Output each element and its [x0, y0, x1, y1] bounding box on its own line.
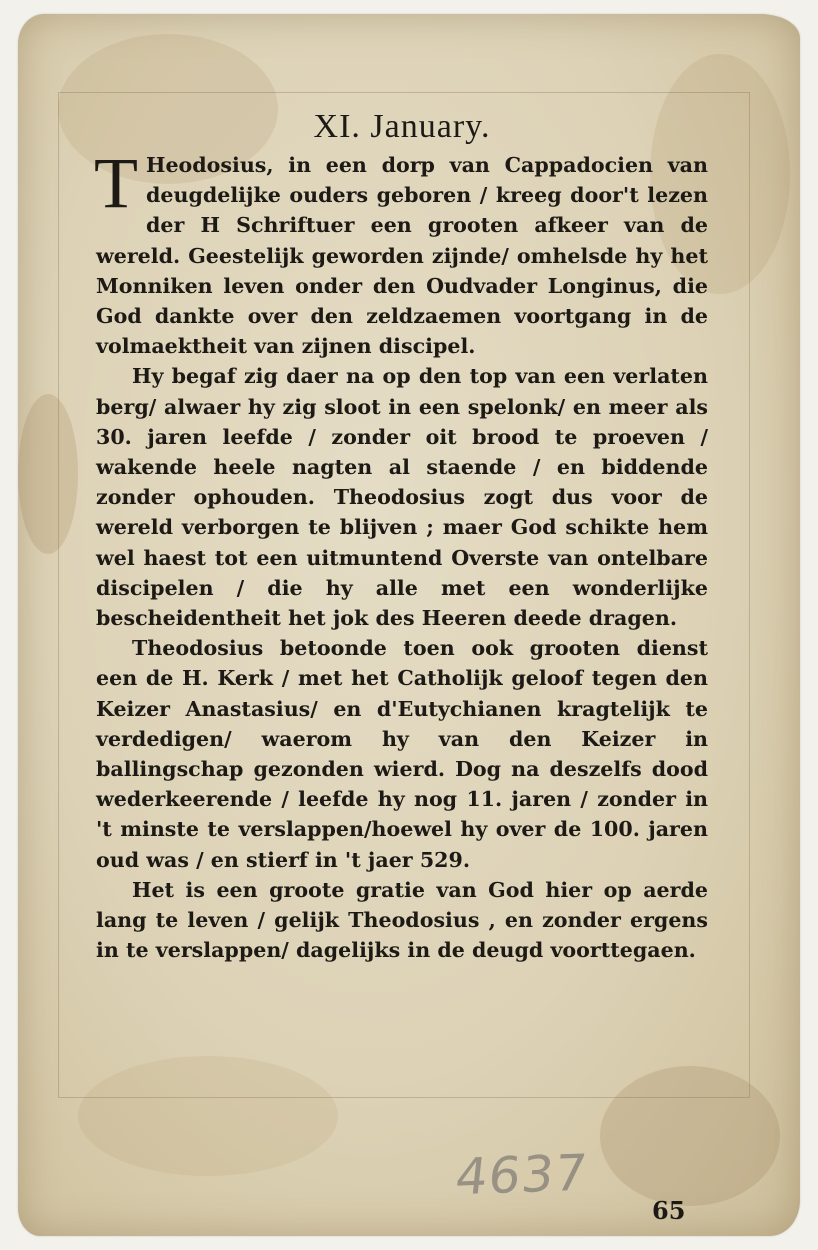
page-number: 65 — [652, 1196, 686, 1225]
paragraph-3: Theodosius betoonde toen ook grooten dienst een de H. Kerk / met het Catholijk geloof tegen den Keizer Anastasius/ en d'Eutychianen kragtelijk te verdedigen/ waerom hy van den Keizer in ballingschap gezonden wierd. Dog na deszelfs dood wederkeerende / leefde hy nog 11. jaren / zonder in 't minste te verslappen/hoewel hy over de 100. jaren oud was / en stierf in 't jaer 529. — [96, 636, 708, 872]
paragraph-2: Hy begaf zig daer na op den top van een verlaten berg/ alwaer hy zig sloot in een spelonk/ en meer als 30. jaren leefde / zonder oit brood te proeven / wakende heele nagten al staende / en biddende zonder ophouden. Theodosius zogt dus voor de wereld verborgen te blijven ; maer God schikte hem wel haest tot een uitmuntend Overste van ontelbare discipelen / die hy alle met een wonderlijke bescheidentheit het jok des Heeren deede dragen. — [96, 364, 708, 631]
paragraph-1-text: Heodosius, in een dorp van Cappadocien van deugdelijke ouders geboren / kreeg door't lezen der H Schriftuer een grooten afkeer van de wereld. Geestelijk geworden zijnde/ omhelsde hy het Monniken leven onder den Oudvader Longinus, die God dankte over den zeldzaemen voortgang in de volmaektheit van zijnen discipel. — [96, 153, 708, 359]
text-block — [96, 108, 708, 965]
page-title: XI. January. — [313, 108, 491, 145]
paragraph-1 — [94, 143, 708, 361]
handwritten-inventory-number: 4637 — [452, 1143, 591, 1207]
drop-cap: T — [94, 143, 138, 223]
paragraph-4: Het is een groote gratie van God hier op aerde lang te leven / gelijk Theodosius , en zonder ergens in te verslappen/ dagelijks in de deugd voorttegaen. — [96, 877, 708, 963]
